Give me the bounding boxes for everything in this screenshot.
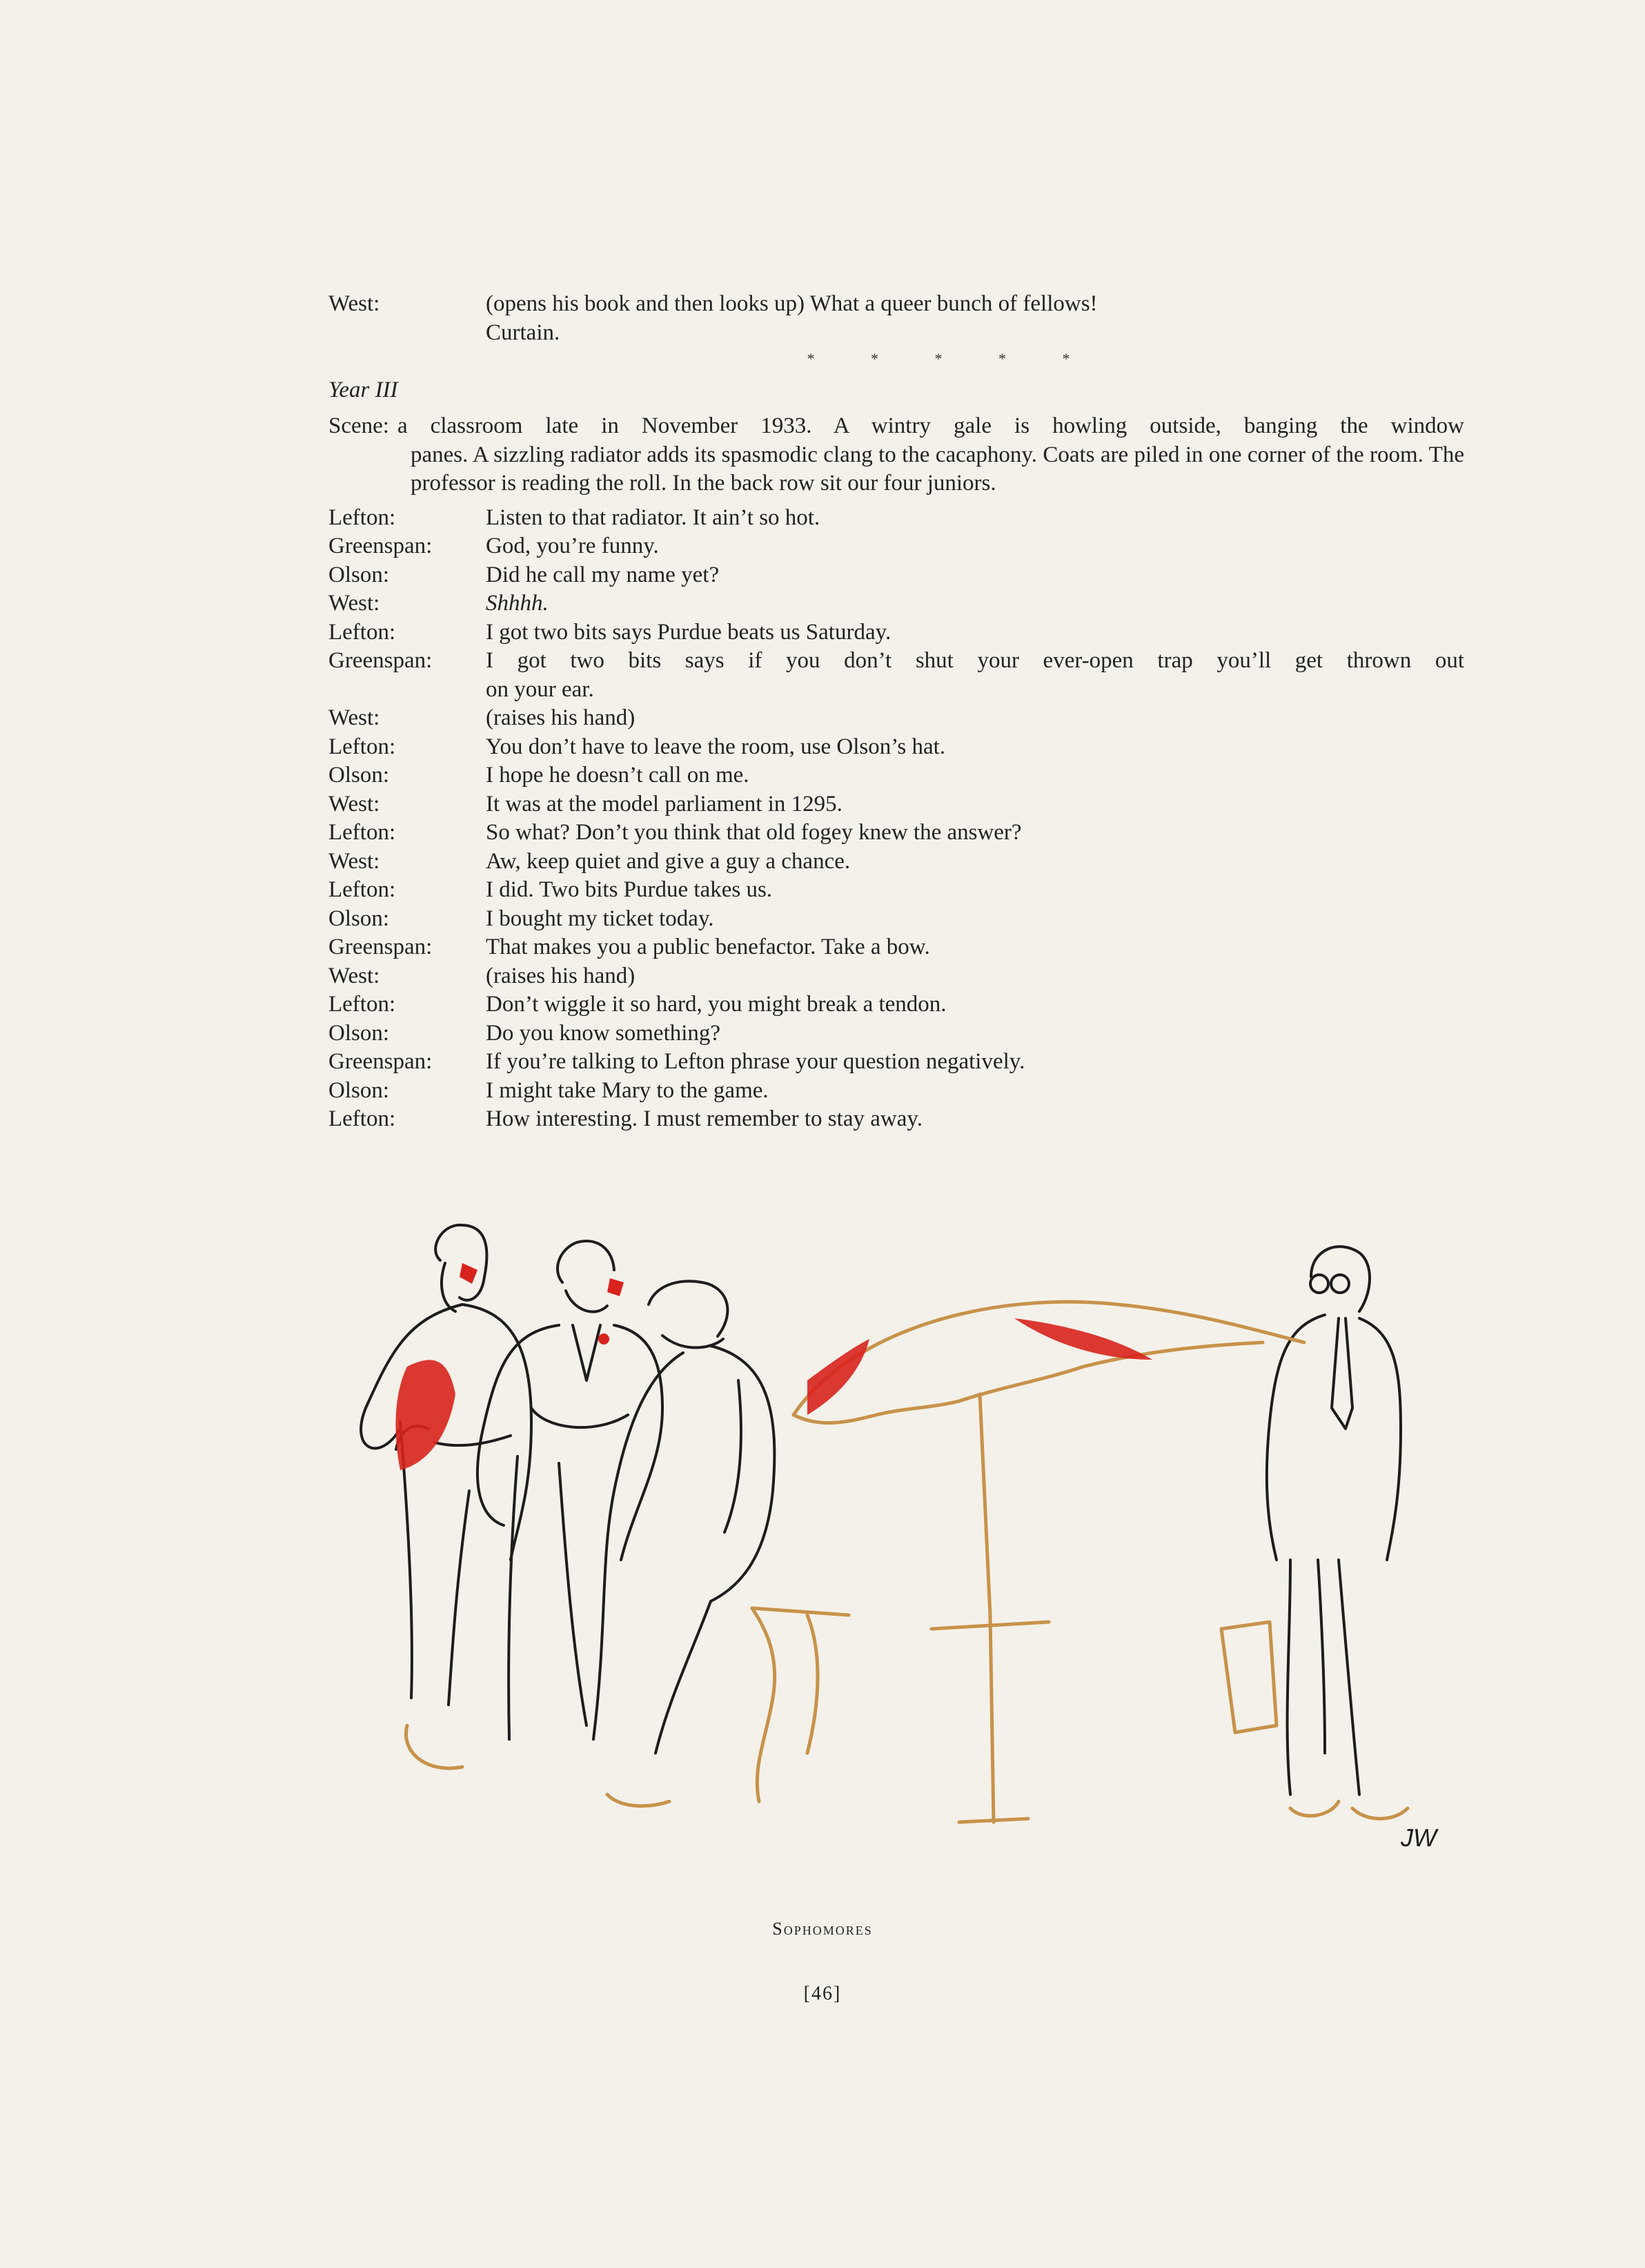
dialogue-line	[328, 1105, 1464, 1134]
dialogue-line	[328, 905, 1464, 934]
illustration-caption: Sophomores	[772, 1919, 873, 1939]
dialogue-line	[328, 1048, 1464, 1077]
dialogue-text: I might take Mary to the game.	[486, 1077, 769, 1103]
speaker-name: Olson:	[328, 1077, 390, 1103]
dialogue-continuation: on your ear.	[486, 676, 594, 702]
dialogue-line	[328, 761, 1464, 790]
dialogue-line	[328, 819, 1464, 848]
dialogue-text: God, you’re funny.	[486, 534, 659, 558]
curtain-text: Curtain.	[486, 320, 560, 345]
dialogue-text: Do you know something?	[486, 1020, 721, 1046]
dialogue-line	[328, 733, 1464, 762]
figure-middle	[477, 1241, 662, 1739]
dialogue-text: I did. Two bits Purdue takes us.	[486, 877, 773, 902]
dialogue-text: Aw, keep quiet and give a guy a chance.	[486, 848, 851, 874]
dialogue-line	[328, 962, 1464, 991]
speaker-name: Lefton:	[328, 505, 396, 530]
play-text	[328, 290, 1464, 1134]
speaker-name: Olson:	[328, 763, 390, 788]
dialogue-text: I bought my ticket today.	[486, 906, 714, 931]
figure-right	[1267, 1247, 1401, 1795]
dialogue-text: I hope he doesn’t call on me.	[486, 763, 749, 788]
speaker-name: Lefton:	[328, 734, 396, 759]
speaker-name: Greenspan:	[328, 935, 433, 959]
speaker-name: Lefton:	[328, 619, 396, 645]
speaker-name: Lefton:	[328, 820, 396, 845]
dialogue-text: How interesting. I must remember to stay away.	[486, 1106, 923, 1131]
speaker-name: Lefton:	[328, 992, 396, 1017]
dialogue-list	[328, 504, 1464, 1134]
speaker-name: West:	[328, 848, 380, 874]
dialogue-line	[328, 647, 1464, 676]
curtain-line	[328, 319, 1464, 348]
dialogue-text: (opens his book and then looks up) What a queer bunch of fellows!	[486, 291, 1098, 316]
dialogue-text: That makes you a public benefactor. Take a bow.	[486, 935, 930, 959]
dialogue-line	[328, 532, 1464, 561]
scene-description	[328, 412, 1464, 498]
scene-label: Scene:	[328, 413, 389, 438]
dialogue-line	[328, 790, 1464, 819]
speaker-name: Olson:	[328, 562, 390, 587]
dialogue-line	[328, 1077, 1464, 1106]
speaker-name: West:	[328, 291, 380, 316]
dialogue-line	[328, 561, 1464, 590]
page-number: [46]	[803, 1983, 842, 2004]
dialogue-text: Did he call my name yet?	[486, 562, 720, 587]
dialogue-line	[328, 1019, 1464, 1048]
opening-line	[328, 290, 1464, 319]
sophomores-illustration	[324, 1201, 1470, 1939]
speaker-name: Lefton:	[328, 877, 396, 902]
dialogue-text: I got two bits says Purdue beats us Saturday.	[486, 619, 892, 645]
dialogue-text: (raises his hand)	[486, 963, 636, 988]
dialogue-line	[328, 990, 1464, 1019]
dialogue-text: So what? Don’t you think that old fogey knew the answer?	[486, 820, 1022, 845]
speaker-name: West:	[328, 963, 380, 988]
dialogue-text: Listen to that radiator. It ain’t so hot.	[486, 505, 820, 530]
figure-left	[361, 1225, 531, 1705]
speaker-name: Olson:	[328, 1020, 390, 1046]
speaker-name: Olson:	[328, 906, 390, 931]
speaker-name: Greenspan:	[328, 1049, 433, 1074]
dialogue-text: If you’re talking to Lefton phrase your question negatively.	[486, 1049, 1025, 1074]
speaker-name: Greenspan:	[328, 648, 433, 673]
speaker-name: Lefton:	[328, 1106, 396, 1131]
dialogue-line	[328, 704, 1464, 733]
dialogue-text: You don’t have to leave the room, use Olson’s hat.	[486, 734, 946, 759]
dialogue-line	[328, 848, 1464, 877]
dialogue-line	[328, 589, 1464, 618]
dialogue-line	[328, 876, 1464, 905]
scene-rest: panes. A sizzling radiator adds its spasmodic clang to the cacaphony. Coats are piled in one corner of the room. The professor is reading the roll. In the back row sit our four juniors.	[411, 442, 1464, 496]
dialogue-text: Don’t wiggle it so hard, you might break a tendon.	[486, 992, 947, 1017]
scene-first-line: a classroom late in November 1933. A wintry gale is howling outside, banging the window	[397, 413, 1464, 438]
dialogue-text: I got two bits says if you don’t shut your ever-open trap you’ll get thrown out	[486, 648, 1464, 673]
section-separator: * * * * *	[807, 350, 1096, 367]
artist-signature: JW	[1401, 1824, 1437, 1852]
speaker-name: West:	[328, 705, 380, 730]
speaker-name: Greenspan:	[328, 534, 433, 558]
speaker-name: West:	[328, 591, 380, 616]
dialogue-line	[328, 933, 1464, 962]
speaker-name: West:	[328, 791, 380, 817]
dialogue-text: It was at the model parliament in 1295.	[486, 791, 843, 817]
year-heading: Year III	[328, 378, 398, 402]
dialogue-text: Shhhh.	[486, 591, 549, 616]
dialogue-line	[328, 504, 1464, 533]
dialogue-line	[328, 618, 1464, 647]
furniture	[406, 1302, 1408, 1822]
dialogue-text: (raises his hand)	[486, 705, 636, 730]
figure-leaning	[593, 1281, 774, 1753]
